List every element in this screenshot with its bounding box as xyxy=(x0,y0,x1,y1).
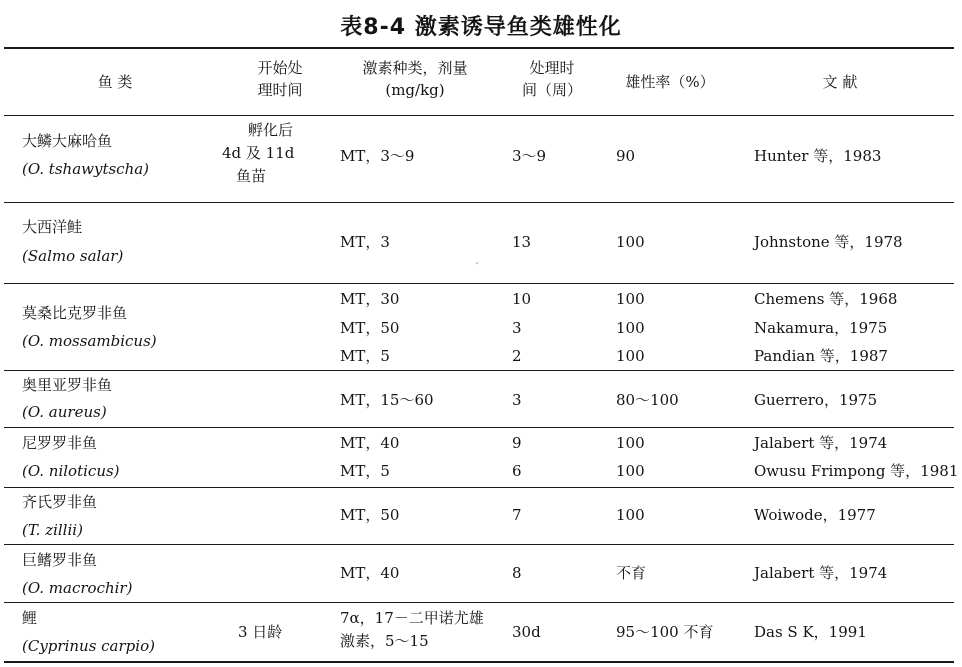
hormone-cell: MT，3～9 xyxy=(340,147,415,165)
male-rate-cell: 100 xyxy=(616,347,645,365)
reference-cell: Jalabert 等，1974 xyxy=(754,434,888,452)
duration-cell: 8 xyxy=(512,564,522,582)
reference-cell: Pandian 等，1987 xyxy=(754,347,888,365)
stray-mark: ′ xyxy=(476,262,479,273)
start-time: 3 日龄 xyxy=(238,623,283,641)
species-latin: (O. macrochir) xyxy=(22,579,133,597)
male-rate-cell: 95～100 不育 xyxy=(616,623,714,641)
species-latin: (Cyprinus carpio) xyxy=(22,637,155,655)
species-cn: 大鳞大麻哈鱼 xyxy=(22,132,113,150)
species-latin: (O. mossambicus) xyxy=(22,332,157,350)
male-rate-cell: 90 xyxy=(616,147,636,165)
row-divider xyxy=(4,370,954,371)
hormone-cell: MT，50 xyxy=(340,319,400,337)
header-reference: 文 献 xyxy=(822,73,858,91)
top-rule xyxy=(4,47,954,49)
male-rate-cell: 100 xyxy=(616,506,645,524)
duration-cell: 3 xyxy=(512,319,522,337)
hormone-cell: MT，5 xyxy=(340,462,390,480)
row-divider xyxy=(4,487,954,488)
species-cn: 齐氏罗非鱼 xyxy=(22,493,98,511)
row-divider xyxy=(4,602,954,603)
hormone-cell: MT，40 xyxy=(340,434,400,452)
reference-cell: Jalabert 等，1974 xyxy=(754,564,888,582)
male-rate-cell: 100 xyxy=(616,233,645,251)
duration-cell: 30d xyxy=(512,623,541,641)
hormone-cell: MT，15～60 xyxy=(340,391,434,409)
species-latin: (O. aureus) xyxy=(22,403,107,421)
male-rate-cell: 100 xyxy=(616,434,645,452)
species-latin: (O. niloticus) xyxy=(22,462,120,480)
species-cn: 巨鳍罗非鱼 xyxy=(22,551,98,569)
reference-cell: Chemens 等，1968 xyxy=(754,290,898,308)
duration-cell: 3 xyxy=(512,391,522,409)
reference-cell: Johnstone 等，1978 xyxy=(754,233,903,251)
duration-cell: 7 xyxy=(512,506,522,524)
row-divider xyxy=(4,283,954,284)
duration-cell: 10 xyxy=(512,290,532,308)
male-rate-cell: 100 xyxy=(616,290,645,308)
reference-cell: Hunter 等，1983 xyxy=(754,147,882,165)
header-duration: 处理时 间（周） xyxy=(521,59,582,99)
male-rate-cell: 100 xyxy=(616,319,645,337)
bottom-rule xyxy=(4,661,954,663)
species-latin: (O. tshawytscha) xyxy=(22,160,150,178)
hormone-cell: MT，30 xyxy=(340,290,400,308)
duration-cell: 2 xyxy=(512,347,522,365)
hormone-cell: MT，5 xyxy=(340,347,390,365)
duration-cell: 6 xyxy=(512,462,522,480)
reference-cell: Owusu Frimpong 等，1981 xyxy=(754,462,959,480)
header-species: 鱼 类 xyxy=(97,73,133,91)
male-rate-cell: 80～100 xyxy=(616,391,679,409)
species-cn: 大西洋鲑 xyxy=(22,218,83,236)
header-hormone: 激素种类，剂量 (mg/kg) xyxy=(362,59,468,99)
hormone-cell: MT，40 xyxy=(340,564,400,582)
species-cn: 鲤 xyxy=(22,609,38,627)
male-rate-cell: 100 xyxy=(616,462,645,480)
species-cn: 尼罗罗非鱼 xyxy=(22,434,98,452)
hormone-cell: MT，50 xyxy=(340,506,400,524)
duration-cell: 13 xyxy=(512,233,532,251)
hormone-cell: 7α，17－二甲诺尤雄 激素，5～15 xyxy=(340,609,484,650)
species-cn: 奥里亚罗非鱼 xyxy=(22,376,113,394)
row-divider xyxy=(4,202,954,203)
row-divider xyxy=(4,427,954,428)
table-title: 表8-4 激素诱导鱼类雄性化 xyxy=(340,15,622,40)
species-latin: (Salmo salar) xyxy=(22,247,124,265)
reference-cell: Guerrero，1975 xyxy=(754,391,878,409)
row-divider xyxy=(4,544,954,545)
species-latin: (T. zillii) xyxy=(22,521,83,539)
header-male-rate: 雄性率（%） xyxy=(625,73,715,91)
hormone-cell: MT，3 xyxy=(340,233,390,251)
male-rate-cell: 不育 xyxy=(616,564,647,582)
start-time: 孵化后 4d 及 11d 鱼苗 xyxy=(222,121,295,185)
header-rule xyxy=(4,115,954,116)
reference-cell: Das S K，1991 xyxy=(754,623,867,641)
reference-cell: Woiwode，1977 xyxy=(754,506,876,524)
header-start-time: 开始处 理时间 xyxy=(257,59,303,99)
duration-cell: 9 xyxy=(512,434,522,452)
species-cn: 莫桑比克罗非鱼 xyxy=(22,304,128,322)
reference-cell: Nakamura，1975 xyxy=(754,319,888,337)
duration-cell: 3～9 xyxy=(512,147,547,165)
